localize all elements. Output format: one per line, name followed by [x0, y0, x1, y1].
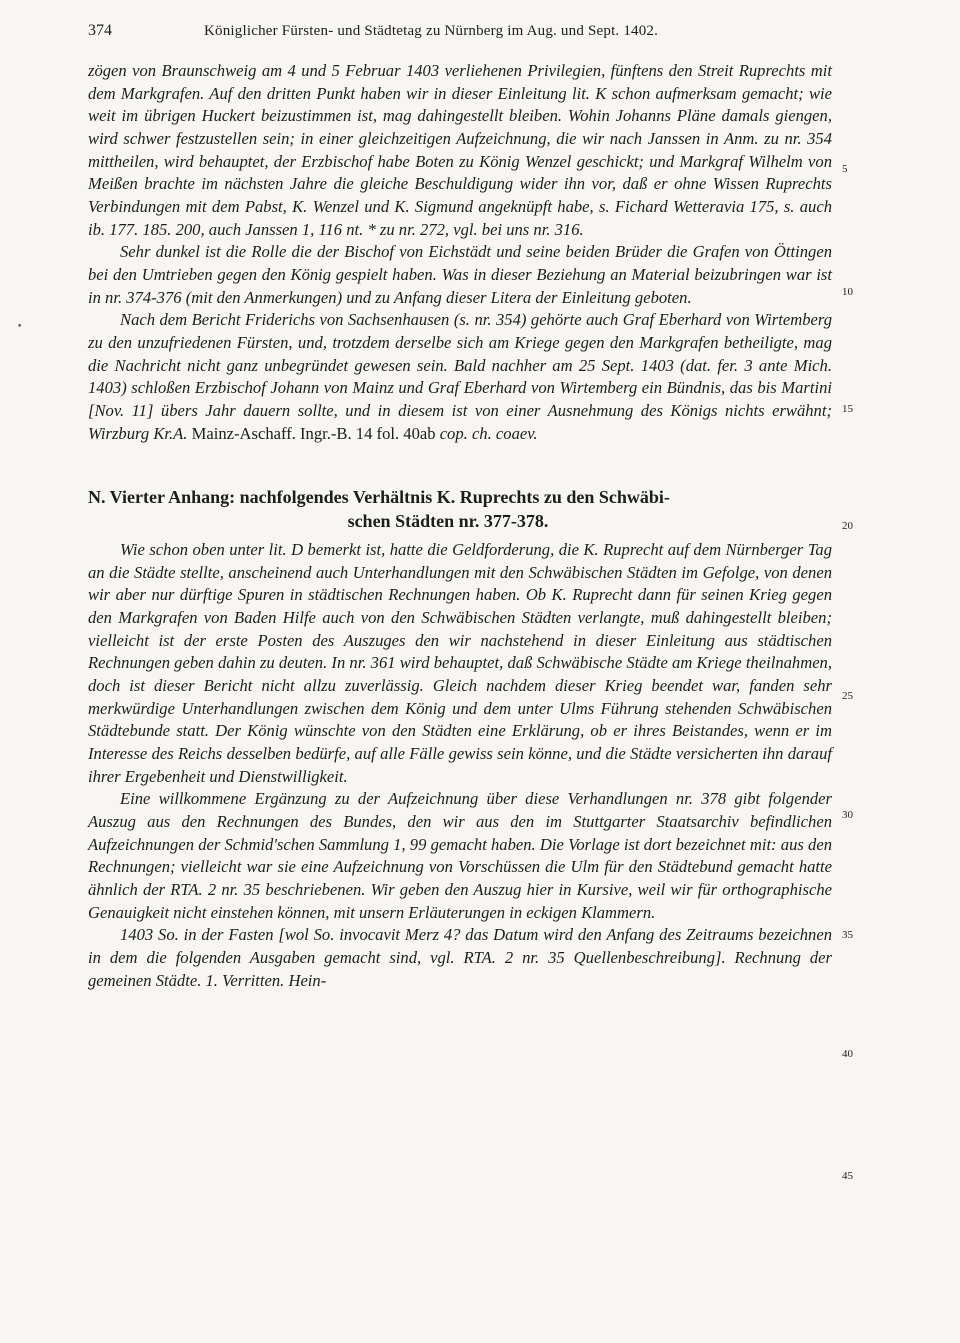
line-number: 40: [842, 1048, 853, 1060]
line-number: 45: [842, 1170, 853, 1182]
paragraph-3-tail: cop. ch. coaev.: [439, 423, 538, 443]
line-number: 30: [842, 809, 853, 821]
section-heading-line-1: N. Vierter Anhang: nachfolgendes Verhältnis K. Ruprechts zu den Schwäbi-: [88, 487, 670, 508]
running-title: Königlicher Fürsten- und Städtetag zu Nürnberg im Aug. und Sept. 1402.: [204, 23, 659, 39]
paragraph-2: Sehr dunkel ist die Rolle die der Bischof von Eichstädt und seine beiden Brüder die Grafen von Öttingen bei den Umtrieben gegen den König gespielt haben. Was in dieser Beziehung an Material beizubringen war ist in nr. 374-376 (mit den Anmerkungen) und zu Anfang dieser Litera der Einleitung geboten.: [88, 242, 832, 307]
paragraph-1: zögen von Braunschweig am 4 und 5 Februar 1403 verliehenen Privilegien, fünftens den Streit Ruprechts mit dem Markgrafen. Auf den dritten Punkt haben wir in dieser Einleitung lit. K schon aufmerksam gemacht; wie weit im übrigen Huckert beizustimmen ist, mag dahingestellt bleiben. Wohin Johanns Pläne damals giengen, wird schwer festzustellen sein; in einer gleichzeitigen Aufzeichnung, die wir nach Janssen in Anm. zu nr. 354 mittheilen, wird behauptet, der Erzbischof habe Boten zu König Wenzel geschickt; und Markgraf Wilhelm von Meißen brachte im nächsten Jahre die gleiche Beschuldigung wider ihn vor, daß er ohne Wissen Ruprechts Verbindungen mit dem Pabst, K. Wenzel und K. Sigmund angeknüpft habe, s. Fichard Wetteravia 175, s. auch ib. 177. 185. 200, auch Janssen 1, 116 nt. * zu nr. 272, vgl. bei uns nr. 316.: [88, 61, 832, 239]
line-number: 5: [842, 163, 848, 175]
line-number: 15: [842, 403, 853, 415]
line-number: 20: [842, 520, 853, 532]
section-heading: [88, 485, 832, 533]
body-text: [88, 60, 832, 992]
line-number: 25: [842, 690, 853, 702]
page-number: 374: [88, 22, 112, 39]
line-number: 35: [842, 929, 853, 941]
archive-reference: Mainz-Aschaff. Ingr.-B. 14 fol. 40ab: [191, 423, 436, 443]
paragraph-4: Wie schon oben unter lit. D bemerkt ist, hatte die Geldforderung, die K. Ruprecht auf dem Nürnberger Tag an die Städte stellte, anscheinend auch Unterhandlungen mit den Schwäbischen Städten im Gefolge, von denen wir aber nur dürftige Spuren in städtischen Rechnungen haben. Ob K. Ruprecht dann für seinen Krieg gegen den Markgrafen von Baden Hilfe auch von den Schwäbischen Städten verlangte, muß dahingestellt bleiben; vielleicht ist der erste Posten des Auszuges den wir nachstehend in dieser Einleitung aus städtischen Rechnungen geben dahin zu deuten. In nr. 361 wird behauptet, daß Schwäbische Städte am Kriege theilnahmen, doch ist dieser Bericht nicht allzu zuverlässig. Gleich nachdem dieser Krieg beendet war, fanden sehr merkwürdige Unterhandlungen zwischen dem König und dem unter Ulms Führung stehenden Schwäbischen Städtebunde statt. Der König wünschte von den Städten eine Erklärung, ob er ihres Beistandes, wenn er im Interesse des Reichs desselben bedürfe, auf alle Fälle gewiss sein könne, und die Städte versicherten ihn darauf ihrer Ergebenheit und Dienstwilligkeit.: [88, 540, 832, 786]
paragraph-5: Eine willkommene Ergänzung zu der Aufzeichnung über diese Verhandlungen nr. 378 gibt folgender Auszug aus den Rechnungen des Bundes, den wir aus den im Stuttgarter Staatsarchiv befindlichen Aufzeichnungen der Schmid'schen Sammlung 1, 99 gemacht haben. Die Vorlage ist dort bezeichnet mit: aus den Rechnungen; vielleicht war sie eine Aufzeichnung von Vorschüssen die Ulm für den Städtebund gemacht hatte ähnlich der RTA. 2 nr. 35 beschriebenen. Wir geben den Auszug hier in Kursive, weil wir für orthographische Genauigkeit nicht einstehen können, mit unsern Erläuterungen in eckigen Klammern.: [88, 789, 832, 922]
line-number: 10: [842, 286, 853, 298]
paragraph-6: 1403 So. in der Fasten [wol So. invocavit Merz 4? das Datum wird den Anfang des Zeitraums bezeichnen in dem die folgenden Ausgaben gemacht sind, vgl. RTA. 2 nr. 35 Quellenbeschreibung]. Rechnung der gemeinen Städte. 1. Verritten. Hein-: [88, 925, 832, 990]
margin-mark: •: [17, 322, 23, 332]
section-heading-line-2: schen Städten nr. 377-378.: [347, 511, 549, 532]
paragraph-3: [88, 309, 832, 445]
paragraph-3-main: Nach dem Bericht Friderichs von Sachsenhausen (s. nr. 354) gehörte auch Graf Eberhard von Wirtemberg zu den unzufriedenen Fürsten, und, trotzdem derselbe sich am Kriege gegen den Markgrafen betheiligte, mag die Nachricht nicht ganz unbegründet gewesen sein. Bald nachher am 25 Sept. 1403 (dat. fer. 3 ante Mich. 1403) schloßen Erzbischof Johann von Mainz und Graf Eberhard von Wirtemberg ein Bündnis, das bis Martini [Nov. 11] übers Jahr dauern sollte, und in diesem ist von einer Ausnehmung des Königs nichts erwähnt; Wirzburg Kr.A.: [88, 310, 832, 443]
